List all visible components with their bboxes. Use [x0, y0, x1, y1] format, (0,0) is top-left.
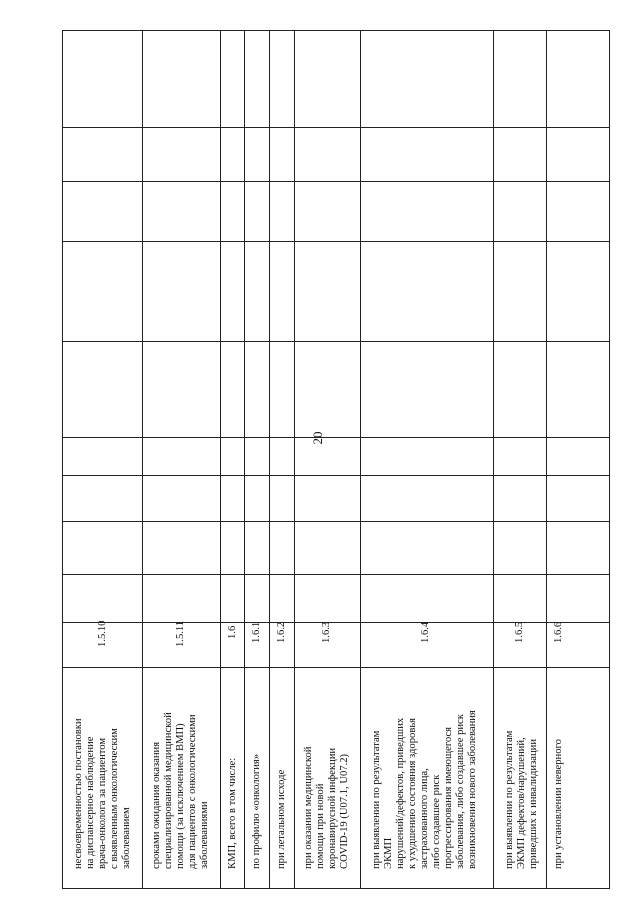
column-divider — [63, 437, 609, 438]
row-label: сроками ожидания оказания специализированной медицинской помощи (за исключением ВМП) для пациентов с онкологическими заболеваниями — [151, 712, 210, 869]
column-divider — [63, 127, 609, 128]
table-row — [361, 31, 494, 888]
table-row — [143, 31, 221, 888]
row-code: 1.6 — [227, 625, 238, 639]
row-code: 1.6.3 — [321, 621, 332, 643]
column-divider — [63, 574, 609, 575]
row-code: 1.6.2 — [276, 621, 287, 643]
table-row — [245, 31, 270, 888]
table-row — [63, 31, 143, 888]
row-label: КМП, всего в том числе: — [227, 757, 238, 869]
page-number: 20 — [310, 431, 325, 445]
table-row — [547, 31, 609, 888]
row-label: по профилю «онкология» — [251, 753, 262, 869]
row-code: 1.6.4 — [420, 621, 431, 643]
table-row — [494, 31, 547, 888]
row-label: при установлении неверного — [553, 739, 564, 869]
column-divider — [63, 622, 609, 623]
row-code: 1.5.10 — [97, 620, 108, 647]
row-label: несвоевременностью постановки на диспансерное наблюдение врача-онколога за пациентом с выявленным онкологическим заболеванием — [73, 718, 132, 869]
row-label: при оказании медицинской помощи при новой коронавирусной инфекции COVID-19 (U07.1, U07.2) — [303, 746, 350, 869]
data-table — [62, 30, 610, 889]
column-divider — [63, 181, 609, 182]
table-row — [270, 31, 295, 888]
row-label: при выявлении по результатам ЭКМП дефектов/нарушений, приведших к инвалидизации — [504, 730, 539, 869]
row-label: при выявлении по результатам ЭКМП нарушений/дефектов, приведших к ухудшению состояния здоровья застрахованного лица, либо создавшее риск прогрессирования имеющегося заболевания, либо создавшее риск возникновения нового заболевания — [371, 710, 478, 869]
table-row — [221, 31, 245, 888]
column-divider — [63, 475, 609, 476]
row-code: 1.5.11 — [175, 620, 186, 647]
column-divider — [63, 341, 609, 342]
column-divider — [63, 667, 609, 668]
row-code: 1.6.5 — [514, 621, 525, 643]
column-divider — [63, 241, 609, 242]
row-code: 1.6.6 — [553, 621, 564, 643]
table-row — [295, 31, 361, 888]
row-label: при летальном исходе — [276, 769, 287, 869]
column-divider — [63, 521, 609, 522]
row-code: 1.6.1 — [251, 621, 262, 643]
